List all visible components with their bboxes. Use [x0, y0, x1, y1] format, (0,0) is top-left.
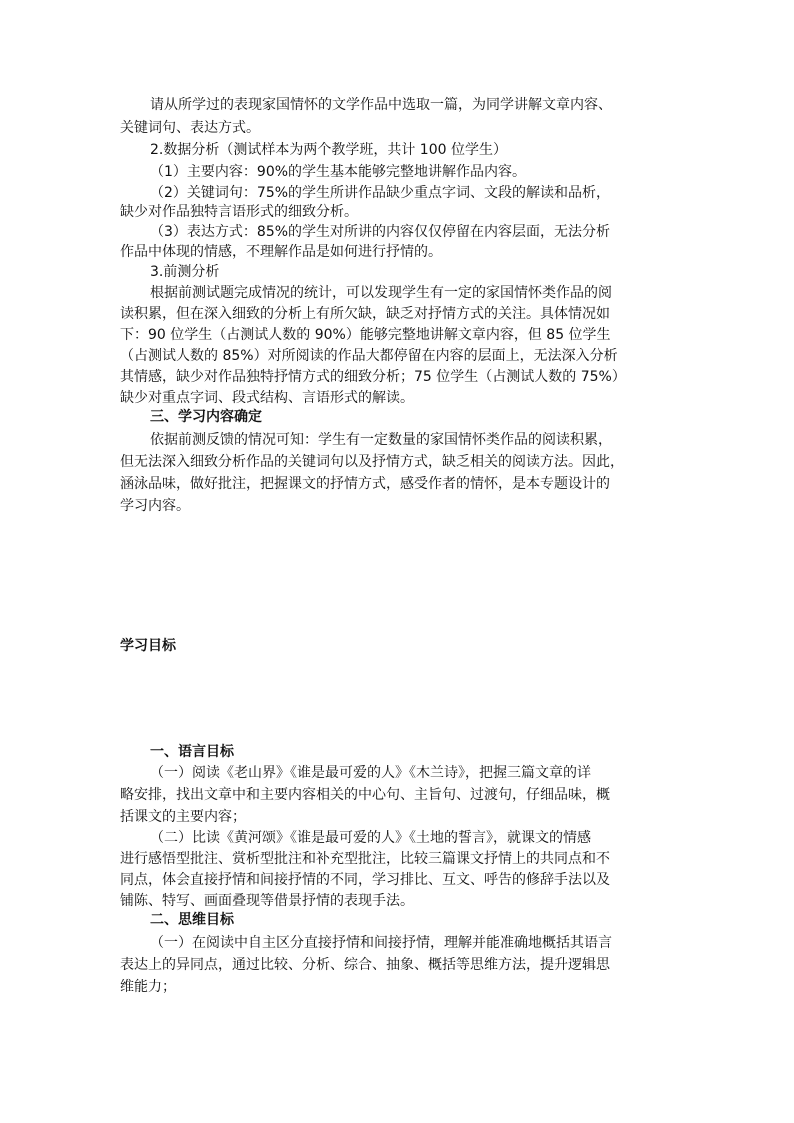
paragraph-line: 缺少对作品独特言语形式的细致分析。 [120, 204, 358, 220]
subheading-pretest-analysis: 3.前测分析 [150, 264, 220, 280]
paragraph-line: 铺陈、特写、画面叠现等借景抒情的表现手法。 [120, 893, 414, 909]
paragraph-line: 依据前测反馈的情况可知：学生有一定数量的家国情怀类作品的阅读积累， [150, 432, 612, 448]
subheading-data-analysis: 2.数据分析（测试样本为两个教学班，共计 100 位学生） [150, 142, 507, 158]
section-heading-language-goals: 一、语言目标 [150, 744, 234, 760]
paragraph-line: （2）关键词句：75%的学生所讲作品缺少重点字词、文段的解读和品析， [150, 185, 611, 201]
paragraph-line: 但无法深入细致分析作品的关键词句以及抒情方式，缺乏相关的阅读方法。因此， [120, 454, 624, 470]
paragraph-line: 进行感悟型批注、赏析型批注和补充型批注，比较三篇课文抒情上的共同点和不 [120, 851, 610, 867]
paragraph-line: （一）阅读《老山界》《谁是最可爱的人》《木兰诗》，把握三篇文章的详 [150, 765, 591, 781]
paragraph-line: 表达上的异同点，通过比较、分析、综合、抽象、概括等思维方法，提升逻辑思 [120, 957, 610, 973]
paragraph-line: 关键词句、表达方式。 [120, 120, 260, 136]
paragraph-line: 缺少对重点字词、段式结构、言语形式的解读。 [120, 390, 414, 406]
paragraph-line: （1）主要内容：90%的学生基本能够完整地讲解作品内容。 [150, 164, 527, 180]
paragraph-line: 涵泳品味，做好批注，把握课文的抒情方式，感受作者的情怀，是本专题设计的 [120, 476, 610, 492]
paragraph-line: 读积累，但在深入细致的分析上有所欠缺，缺乏对抒情方式的关注。具体情况如 [120, 306, 610, 322]
paragraph-line: （二）比读《黄河颂》《谁是最可爱的人》《土地的誓言》，就课文的情感 [150, 830, 591, 846]
paragraph-line: 根据前测试题完成情况的统计，可以发现学生有一定的家国情怀类作品的阅 [150, 285, 612, 301]
paragraph-line: 括课文的主要内容； [120, 809, 246, 825]
paragraph-line: 维能力； [120, 979, 176, 995]
paragraph-line: 下：90 位学生（占测试人数的 90%）能够完整地讲解文章内容，但 85 位学生 [120, 327, 611, 343]
paragraph-line: 其情感，缺少对作品独特抒情方式的细致分析；75 位学生（占测试人数的 75%） [120, 369, 626, 385]
paragraph-line: 学习内容。 [120, 498, 190, 514]
paragraph-line: （3）表达方式：85%的学生对所讲的内容仅仅停留在内容层面，无法分析 [150, 224, 611, 240]
paragraph-line: 略安排，找出文章中和主要内容相关的中心句、主旨句、过渡句，仔细品味，概 [120, 787, 610, 803]
paragraph-line: 作品中体现的情感，不理解作品是如何进行抒情的。 [120, 244, 442, 260]
paragraph-line: （占测试人数的 85%）对所阅读的作品大都停留在内容的层面上，无法深入分析 [120, 348, 618, 364]
paragraph-line: 请从所学过的表现家国情怀的文学作品中选取一篇，为同学讲解文章内容、 [150, 97, 612, 113]
paragraph-line: 同点，体会直接抒情和间接抒情的不同，学习排比、互文、呼告的修辞手法以及 [120, 872, 610, 888]
section-heading-learning-content: 三、学习内容确定 [150, 409, 262, 425]
paragraph-line: （一）在阅读中自主区分直接抒情和间接抒情，理解并能准确地概括其语言 [150, 935, 612, 951]
section-heading-thinking-goals: 二、思维目标 [150, 912, 234, 928]
heading-learning-goals: 学习目标 [120, 638, 176, 654]
